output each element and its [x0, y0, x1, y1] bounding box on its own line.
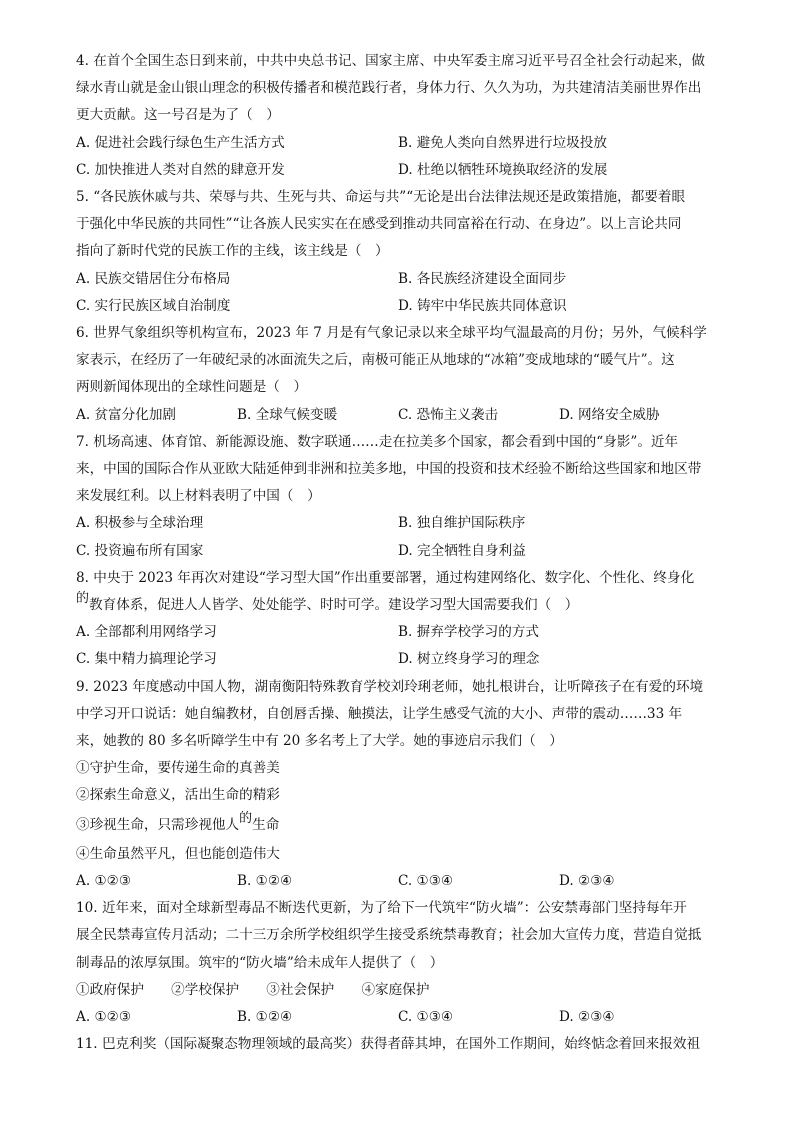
option-a: A. 促进社会践行绿色生产生活方式	[76, 134, 285, 151]
option-c: C. 加快推进人类对自然的肆意开发	[76, 161, 285, 178]
option-b: B. 避免人类向自然界进行垃圾投放	[398, 134, 607, 151]
question-8	[76, 565, 720, 674]
option-c: C. 集中精力搞理论学习	[76, 651, 217, 668]
option-a: A. 民族交错居住分布格局	[76, 270, 231, 287]
question-4-stem-line: 4. 在首个全国生态日到来前，中共中央总书记、国家主席、中央军委主席习近平号召全社会行动起来，做	[76, 53, 706, 69]
option-d: D. 网络安全威胁	[559, 406, 660, 423]
statement-2: ②探索生命意义，活出生命的精彩	[76, 787, 280, 804]
option-a: A. ①②③	[76, 872, 132, 889]
option-a: A. 全部都利用网络学习	[76, 624, 217, 641]
option-c: C. ①③④	[398, 1008, 454, 1025]
question-9-stem-line: 中学习开口说话：她自编教材，自创唇舌操、触摸法，让学生感受气流的大小、声带的震动……33 年	[76, 705, 683, 722]
option-c: C. 恐怖主义袭击	[398, 406, 499, 423]
option-d: D. 杜绝以牺牲环境换取经济的发展	[398, 161, 608, 178]
question-10	[76, 895, 720, 1031]
question-10-stem-line: 制毒品的浓厚氛围。筑牢的“防火墙”给未成年人提供了（ ）	[76, 954, 444, 971]
question-6-stem-line: 两则新闻体现出的全球性问题是（ ）	[76, 379, 308, 396]
question-8-stem-line: 8. 中央于 2023 年再次对建设“学习型大国”作出重要部署，通过构建网络化、数字化、个性化、终身化	[76, 569, 695, 586]
question-11-stem-line: 11. 巴克利奖（国际凝聚态物理领域的最高奖）获得者薛其坤，在国外工作期间，始终惦念着回来报效祖	[76, 1036, 701, 1053]
exam-page	[76, 48, 720, 1058]
superscript-char: 的	[239, 810, 253, 826]
option-b: B. 各民族经济建设全面同步	[398, 270, 567, 287]
question-7-stem-line: 7. 机场高速、体育馆、新能源设施、数字联通……走在拉美多个国家，都会看到中国的“身影”。近年	[76, 433, 679, 450]
question-7-stem-line: 来发展红利。以上材料表明了中国（ ）	[76, 488, 321, 505]
question-5-stem-line: 指向了新时代党的民族工作的主线，该主线是（ ）	[76, 243, 389, 260]
question-5-stem-line: 于强化中华民族的共同性”“让各族人民实实在在感受到推动共同富裕在行动、在身边”。以上言论共同	[76, 216, 682, 233]
question-9-stem-line: 9. 2023 年度感动中国人物，湖南衡阳特殊教育学校刘玲琍老师，她扎根讲台，让听障孩子在有爱的环境	[76, 678, 704, 695]
statement-4: ④生命虽然平凡，但也能创造伟大	[76, 845, 280, 862]
option-c: C. 实行民族区域自治制度	[76, 297, 231, 314]
option-d: D. 树立终身学习的理念	[398, 651, 540, 668]
option-d: D. ②③④	[559, 1008, 615, 1025]
option-d: D. 铸牢中华民族共同体意识	[398, 297, 567, 314]
question-9-stem-line: 来，她教的 80 多名听障学生中有 20 多名考上了大学。她的事迹启示我们（ ）	[76, 733, 563, 750]
option-b: B. 独自维护国际秩序	[398, 515, 526, 532]
question-4-stem-line: 更大贡献。这一号召是为了（ ）	[76, 107, 280, 124]
question-10-stem-line: 10. 近年来，面对全球新型毒品不断迭代更新，为了给下一代筑牢“防火墙”：公安禁毒部门坚持每年开	[76, 900, 687, 917]
question-5-stem-line: 5. “各民族休戚与共、荣辱与共、生死与共、命运与共”“无论是出台法律法规还是政策措施，都要着眼	[76, 189, 686, 206]
statement-3-text-a: ③珍视生命，只需珍视他人	[76, 816, 240, 833]
option-a: A. 贫富分化加剧	[76, 406, 177, 423]
question-7	[76, 429, 720, 565]
protection-list: ①政府保护 ②学校保护 ③社会保护 ④家庭保护	[76, 981, 430, 998]
superscript-char: 的	[76, 591, 90, 607]
option-d: D. 完全牺牲自身利益	[398, 542, 526, 559]
question-8-stem-text: 教育体系，促进人人皆学、处处能学、时时可学。建设学习型大国需要我们（ ）	[89, 597, 579, 614]
question-8-stem-line	[76, 592, 720, 619]
option-b: B. ①②④	[237, 1008, 293, 1025]
option-c: C. 投资遍布所有国家	[76, 542, 204, 559]
option-d: D. ②③④	[559, 872, 615, 889]
question-11	[76, 1031, 720, 1058]
statement-1: ①守护生命，要传递生命的真善美	[76, 760, 280, 777]
option-a: A. 积极参与全球治理	[76, 515, 204, 532]
question-7-stem-line: 来，中国的国际合作从亚欧大陆延伸到非洲和拉美多地，中国的投资和技术经验不断给这些国家和地区带	[76, 461, 702, 478]
question-4-stem-line: 绿水青山就是金山银山理念的积极传播者和模范践行者，身体力行、久久为功，为共建清洁美丽世界作出	[76, 80, 702, 97]
option-a: A. ①②③	[76, 1008, 132, 1025]
option-b: B. 摒弃学校学习的方式	[398, 624, 539, 641]
question-5	[76, 184, 720, 320]
statement-3	[76, 810, 720, 841]
question-6	[76, 320, 720, 429]
question-6-stem-line: 家表示，在经历了一年破纪录的冰面流失之后，南极可能正从地球的“冰箱”变成地球的“暖气片”。这	[76, 352, 675, 369]
option-c: C. ①③④	[398, 872, 454, 889]
option-b: B. 全球气候变暖	[237, 406, 338, 423]
question-10-stem-line: 展全民禁毒宣传月活动；二十三万余所学校组织学生接受系统禁毒教育；社会加大宣传力度，营造自觉抵	[76, 927, 702, 944]
question-6-stem-line: 6. 世界气象组织等机构宣布，2023 年 7 月是有气象记录以来全球平均气温最高的月份；另外，气候科学	[76, 325, 707, 342]
question-4	[76, 48, 720, 184]
question-9	[76, 674, 720, 895]
option-b: B. ①②④	[237, 872, 293, 889]
statement-3-text-b: 生命	[252, 816, 280, 833]
